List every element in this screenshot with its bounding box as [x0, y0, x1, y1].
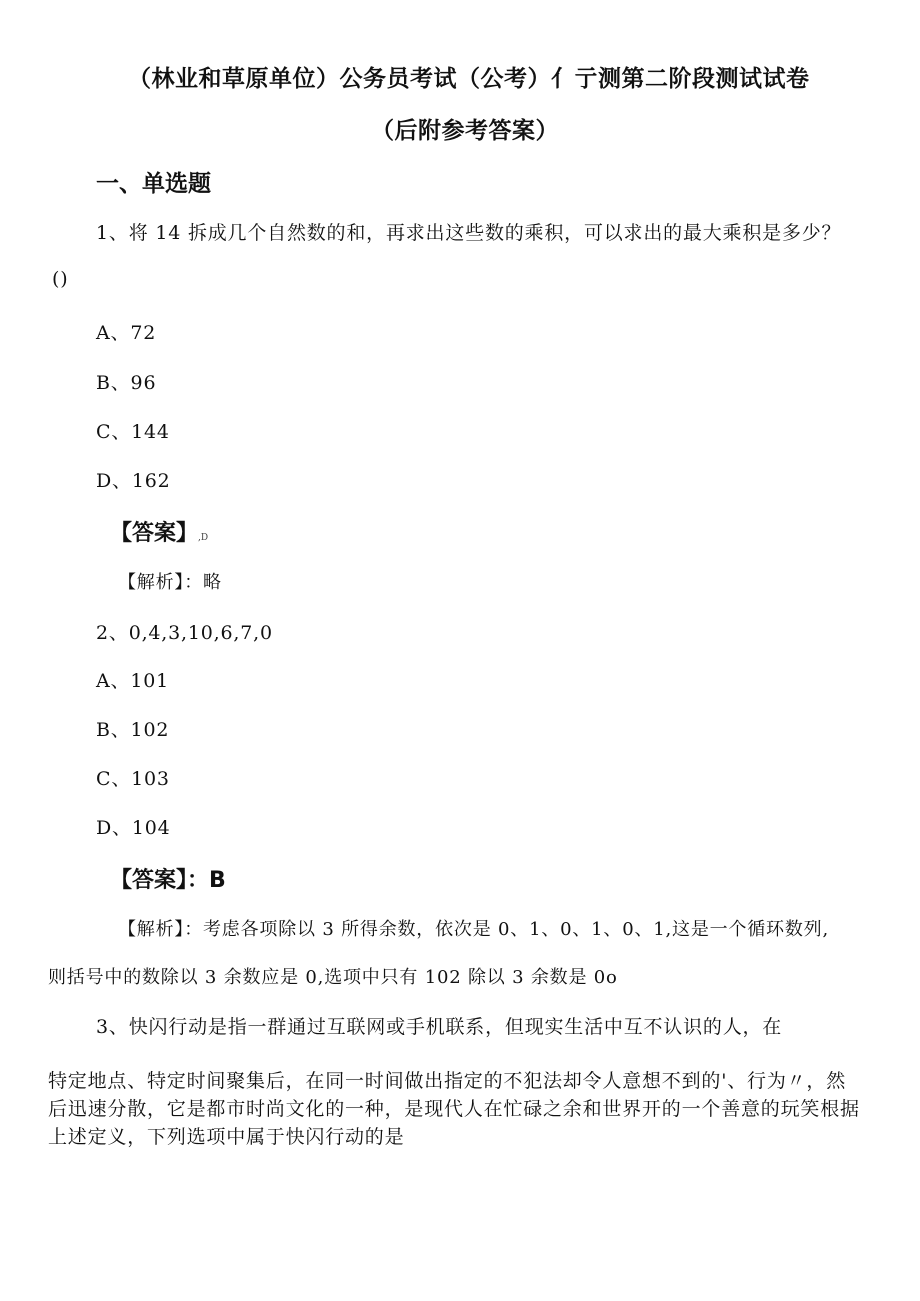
analysis-label: 【解析】 [118, 572, 185, 593]
question-1-option-c: C、144 [96, 421, 170, 443]
answer-value: ,D [198, 533, 209, 543]
question-2-stem: 2、0,4,3,10,6,7,0 [96, 622, 273, 644]
question-2-option-b: B、102 [96, 719, 170, 741]
answer-label: 【答案】 [110, 868, 188, 893]
question-2-analysis-line2: 则括号中的数除以 3 余数应是 0,选项中只有 102 除以 3 余数是 0o [48, 967, 618, 988]
question-2-analysis [118, 915, 829, 941]
analysis-label: 【解析】 [118, 919, 185, 940]
analysis-text: ：考虑各项除以 3 所得余数，依次是 0、1、0、1、0、1,这是一个循环数列, [184, 919, 829, 940]
question-2-option-d: D、104 [96, 817, 171, 839]
question-2-option-a: A、101 [96, 670, 169, 692]
document-title-line2: （后附参考答案） [371, 118, 559, 144]
question-1-stem-paren: () [52, 268, 69, 290]
question-1-option-d: D、162 [96, 470, 171, 492]
question-1-analysis [118, 568, 222, 594]
question-3-stem: 3、快闪行动是指一群通过互联网或手机联系，但现实生活中互不认识的人，在 [96, 1016, 783, 1038]
question-3-stem-line3: 后迅速分散，它是都市时尚文化的一种，是现代人在忙碌之余和世界开的一个善意的玩笑根据 [48, 1098, 860, 1120]
question-3-stem-line4: 上述定义，下列选项中属于快闪行动的是 [48, 1126, 405, 1148]
analysis-text: ：略 [184, 572, 222, 593]
question-3-stem-line2: 特定地点、特定时间聚集后，在同一时间做出指定的不犯法却令人意想不到的'、行为〃，然 [48, 1070, 847, 1092]
question-2-option-c: C、103 [96, 768, 170, 790]
answer-label: 【答案】 [110, 521, 199, 546]
answer-value: ：B [187, 868, 226, 893]
question-1-answer [110, 516, 208, 547]
question-1-option-a: A、72 [96, 322, 157, 344]
question-1-option-b: B、96 [96, 372, 157, 394]
document-title-line1: （林业和草原单位）公务员考试（公考）亻亍测第二阶段测试试卷 [128, 66, 810, 92]
question-2-answer [110, 863, 226, 894]
question-1-stem: 1、将 14 拆成几个自然数的和，再求出这些数的乘积，可以求出的最大乘积是多少？ [96, 222, 842, 244]
section-heading: 一、单选题 [96, 171, 211, 197]
